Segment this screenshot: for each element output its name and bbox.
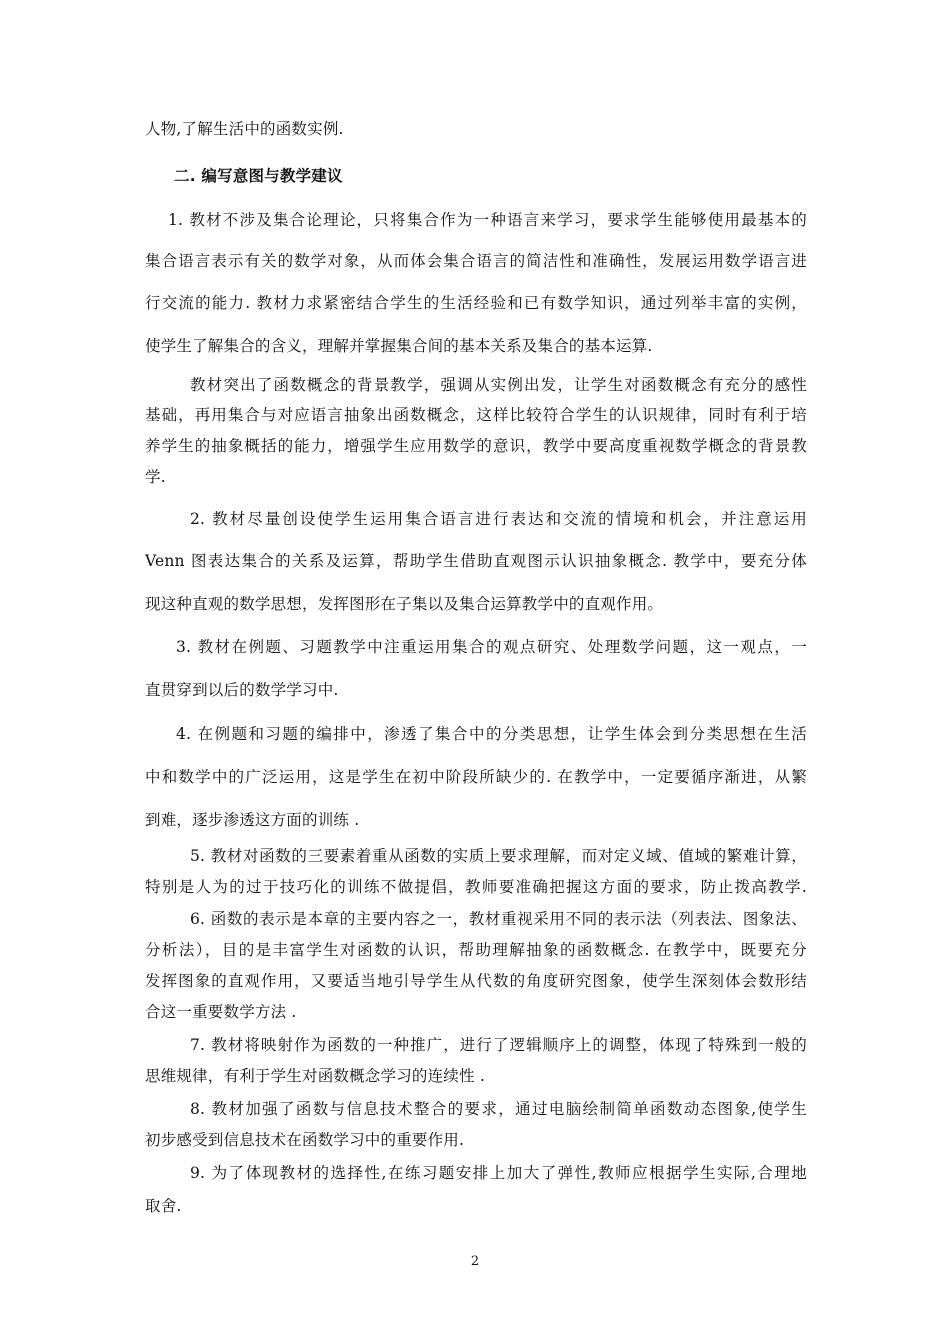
text-line: 6. 函数的表示是本章的主要内容之一，教材重视采用不同的表示法（列表法、图象法、 xyxy=(190,910,807,928)
text-line: 3. 教材在例题、习题教学中注重运用集合的观点研究、处理数学问题，这一观点，一 xyxy=(176,638,807,656)
text-line: 4. 在例题和习题的编排中，渗透了集合中的分类思想，让学生体会到分类思想在生活 xyxy=(176,725,807,743)
text-line: 8. 教材加强了函数与信息技术整合的要求，通过电脑绘制简单函数动态图象,使学生 xyxy=(190,1100,807,1118)
text-line: 学. xyxy=(145,468,166,486)
text-line: 初步感受到信息技术在函数学习中的重要作用. xyxy=(145,1131,465,1149)
text-line: 特别是人为的过于技巧化的训练不做提倡，教师要准确把握这方面的要求，防止拨高教学. xyxy=(145,878,807,896)
text-line: 中和数学中的广泛运用，这是学生在初中阶段所缺少的. 在教学中，一定要循序渐进，从繁 xyxy=(145,768,807,786)
text-line: 行交流的能力. 教材力求紧密结合学生的生活经验和已有数学知识，通过列举丰富的实例， xyxy=(145,294,807,312)
text-line: 教材突出了函数概念的背景教学，强调从实例出发，让学生对函数概念有充分的感性 xyxy=(190,376,807,394)
text-line: 直贯穿到以后的数学学习中. xyxy=(145,681,339,699)
text-line: 分析法），目的是丰富学生对函数的认识，帮助理解抽象的函数概念. 在教学中，既要充分 xyxy=(145,941,807,959)
text-line: 9. 为了体现教材的选择性,在练习题安排上加大了弹性,教师应根据学生实际,合理地 xyxy=(190,1164,807,1182)
text-line: 合这一重要数学方法 . xyxy=(145,1003,297,1021)
text-line: 发挥图象的直观作用，又要适当地引导学生从代数的角度研究图象，使学生深刻体会数形结 xyxy=(145,972,807,990)
text-line: 5. 教材对函数的三要素着重从函数的实质上要求理解，而对定义域、值域的繁难计算， xyxy=(190,847,807,865)
text-line: 人物,了解生活中的函数实例. xyxy=(145,120,344,138)
text-line: 使学生了解集合的含义，理解并掌握集合间的基本关系及集合的基本运算. xyxy=(145,337,653,355)
text-line: 到难，逐步渗透这方面的训练 . xyxy=(145,811,360,829)
text-line: Venn 图表达集合的关系及运算，帮助学生借助直观图示认识抽象概念. 教学中，要充分体 xyxy=(145,552,807,570)
section-heading: 二. 编写意图与教学建议 xyxy=(174,167,343,185)
text-line: 取舍. xyxy=(145,1197,182,1215)
text-line: 基础，再用集合与对应语言抽象出函数概念，这样比较符合学生的认识规律，同时有利于培 xyxy=(145,406,807,424)
text-line: 7. 教材将映射作为函数的一种推广，进行了逻辑顺序上的调整，体现了特殊到一般的 xyxy=(190,1036,807,1054)
text-line: 1. 教材不涉及集合论理论，只将集合作为一种语言来学习，要求学生能够使用最基本的 xyxy=(168,211,807,229)
text-line: 集合语言表示有关的数学对象，从而体会集合语言的简洁性和准确性，发展运用数学语言进 xyxy=(145,252,807,270)
text-line: 思维规律，有利于学生对函数概念学习的连续性 . xyxy=(145,1067,485,1085)
text-line: 2. 教材尽量创设使学生运用集合语言进行表达和交流的情境和机会，并注意运用 xyxy=(190,510,807,528)
page-number: 2 xyxy=(470,1254,480,1269)
text-line: 现这种直观的数学思想，发挥图形在子集以及集合运算教学中的直观作用。 xyxy=(145,595,664,613)
text-line: 养学生的抽象概括的能力，增强学生应用数学的意识，教学中要高度重视数学概念的背景教 xyxy=(145,437,807,455)
